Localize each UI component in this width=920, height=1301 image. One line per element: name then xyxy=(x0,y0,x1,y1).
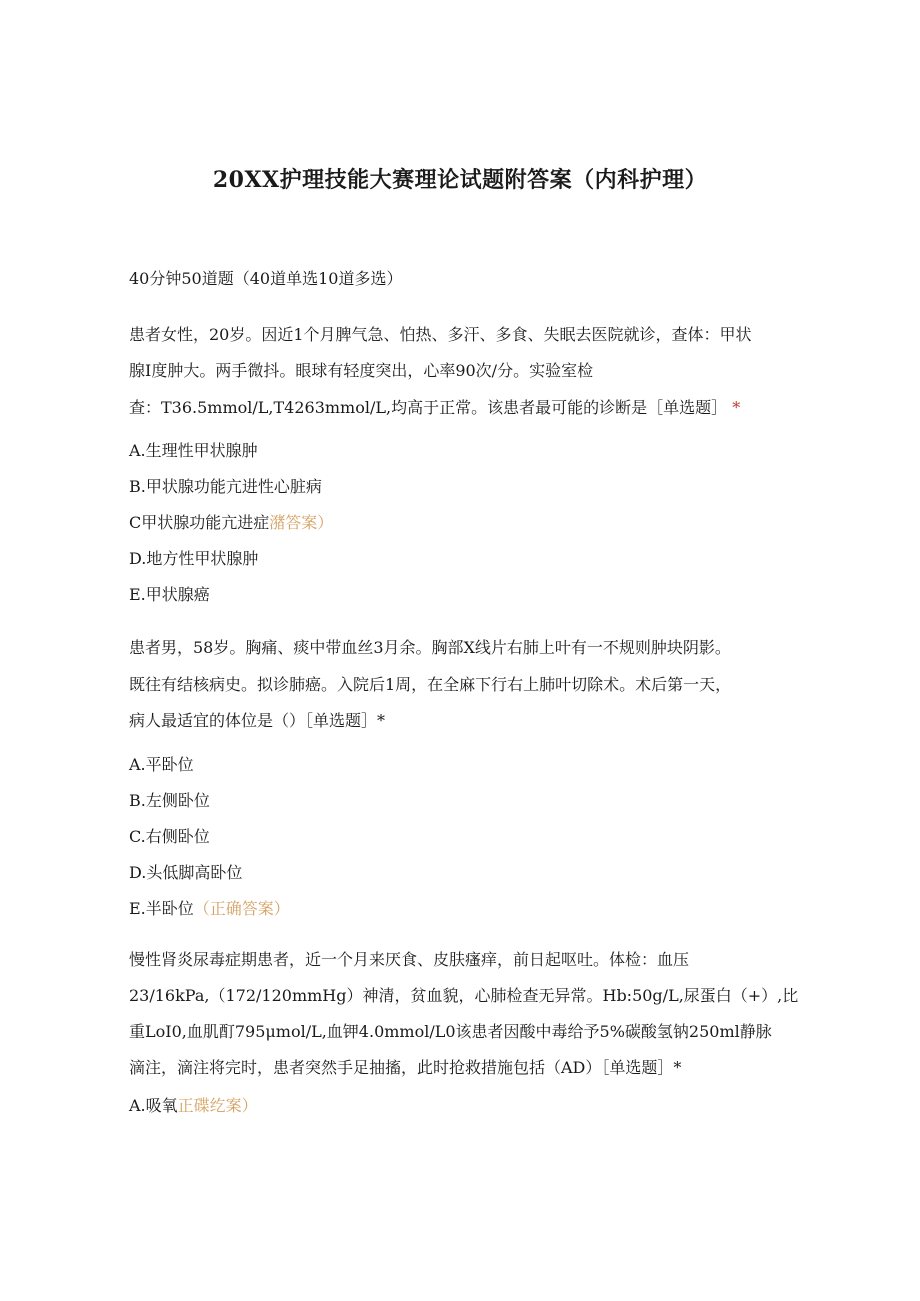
q1-stem-line-3 xyxy=(129,397,740,419)
q2-stem-line-1: 患者男，58岁。胸痛、痰中带血丝3月余。胸部X线片右肺上叶有一不规则肿块阴影。 xyxy=(129,638,731,657)
q2-option-e[interactable] xyxy=(129,898,290,920)
q1-option-d[interactable]: D.地方性甲状腺肿 xyxy=(129,549,259,568)
q3-stem-line-4: 滴注，滴注将完时，患者突然手足抽搐，此时抢救措施包括（AD）［单选题］* xyxy=(129,1058,682,1077)
q1-option-e[interactable]: E.甲状腺癌 xyxy=(129,585,210,604)
q2-option-d[interactable]: D.头低脚高卧位 xyxy=(129,863,243,882)
q2-stem-line-2: 既往有结核病史。拟诊肺癌。入院后1周，在全麻下行右上肺叶切除术。术后第一天， xyxy=(129,675,732,694)
q3-stem-line-1: 慢性肾炎尿毒症期患者，近一个月来厌食、皮肤瘙痒，前日起呕吐。体检：血压 xyxy=(129,950,690,969)
exam-intro: 40分钟50道题（40道单选10道多选） xyxy=(129,269,403,288)
q3-stem-line-2: 23/16kPa,（172/120mmHg）神清，贫血貌，心肺检查无异常。Hb:50g/L,尿蛋白（+）,比 xyxy=(129,986,799,1005)
q1-option-c-text: C甲状腺功能亢进症 xyxy=(129,513,270,532)
required-star: * xyxy=(732,398,741,417)
correct-answer-mark: 正碟纥案） xyxy=(177,1096,258,1115)
q2-option-e-text: E.半卧位 xyxy=(129,899,194,918)
q1-option-c[interactable] xyxy=(129,512,333,534)
page-title: 20XX护理技能大赛理论试题附答案（内科护理） xyxy=(212,167,708,193)
q2-stem-line-3: 病人最适宜的体位是（）［单选题］* xyxy=(129,711,386,730)
q2-option-a[interactable]: A.平卧位 xyxy=(129,755,194,774)
correct-answer-mark: （正确答案） xyxy=(193,899,290,918)
q3-stem-line-3: 重LoI0,血肌酊795μmol/L,血钾4.0mmol/L0该患者因酸中毒给予5%碳酸氢钠250ml静脉 xyxy=(129,1022,772,1041)
q1-option-a[interactable]: A.生理性甲状腺肿 xyxy=(129,441,258,460)
q3-option-a-text: A.吸氧 xyxy=(129,1096,178,1115)
q2-option-c[interactable]: C.右侧卧位 xyxy=(129,827,210,846)
q3-option-a[interactable] xyxy=(129,1095,258,1117)
q1-stem-line-2: 腺I度肿大。两手微抖。眼球有轻度突出，心率90次/分。实验室检 xyxy=(129,361,594,380)
correct-answer-mark: 潴答案） xyxy=(269,513,334,532)
q1-option-b[interactable]: B.甲状腺功能亢进性心脏病 xyxy=(129,477,322,496)
q1-stem-text: 查：T36.5mmol/L,T4263mmol/L,均高于正常。该患者最可能的诊断是［单选题］ xyxy=(129,398,728,417)
q2-option-b[interactable]: B.左侧卧位 xyxy=(129,791,210,810)
q1-stem-line-1: 患者女性，20岁。因近1个月脾气急、怕热、多汗、多食、失眠去医院就诊，查体：甲状 xyxy=(129,325,752,344)
